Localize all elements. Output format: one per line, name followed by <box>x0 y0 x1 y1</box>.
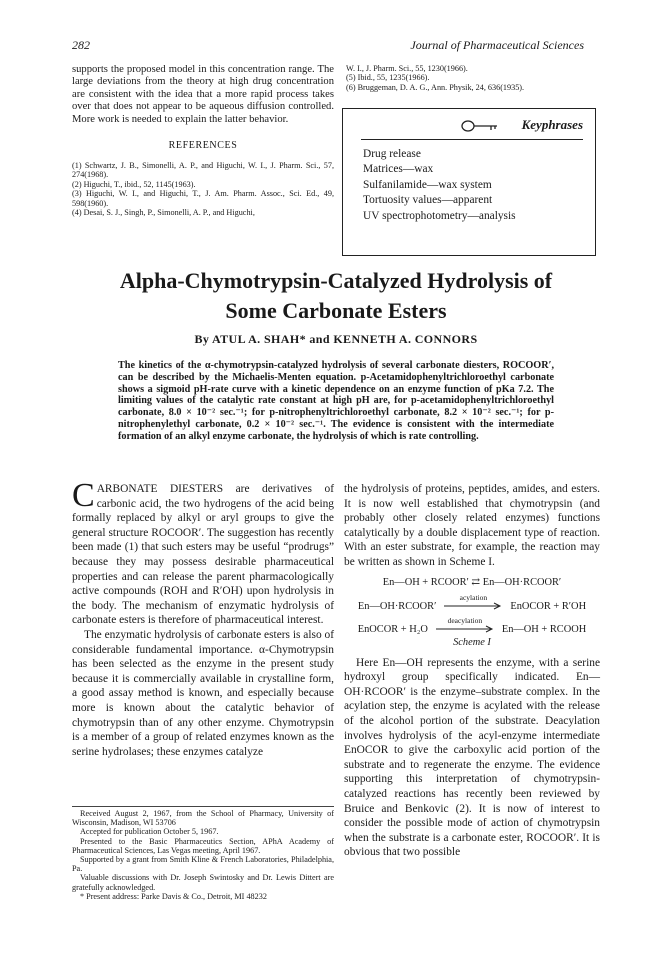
scheme-label: Scheme I <box>453 636 491 648</box>
keyphrases-heading: Keyphrases <box>521 117 583 132</box>
title-line-2: Some Carbonate Esters <box>225 298 447 323</box>
journal-title: Journal of Pharmaceutical Sciences <box>410 38 584 52</box>
deacylation-arrow <box>434 616 496 633</box>
drop-cap: C <box>72 477 95 514</box>
title-line-1: Alpha-Chymotrypsin-Catalyzed Hydrolysis of <box>119 268 553 293</box>
abstract: The kinetics of the α-chymotrypsin-catalyzed hydrolysis of several carbonate diesters, ROCOOR′, can be described by the Michaelis-Menten equation. p-Acetamidophenyltrichloroethyl carbonate shows a sigmoid pH-rate curve with a kinetic dependence on an enzyme function of pKa 7.2. The limiting values of the catalytic rate constant at high pH are, for p-acetamidophenyltrichloroethyl carbonate, 8.0 × 10⁻² sec.⁻¹; for p-nitrophenyltrichloroethyl carbonate, 8.2 × 10⁻² sec.⁻¹; for p-nitrophenylethyl carbonate, 0.2 × 10⁻² sec.⁻¹. The evidence is consistent with the intermediate formation of an alkyl enzyme carbonate, the hydrolysis of which is rate controlling. <box>118 360 554 442</box>
eq2-right: EnOCOR + R′OH <box>510 600 587 612</box>
main-right-column <box>344 482 600 860</box>
footnote: Accepted for publication October 5, 1967. <box>80 827 219 837</box>
keyphrase-item: Drug release <box>363 148 421 160</box>
footnote: Valuable discussions with Dr. Joseph Swintosky and Dr. Lewis Dittert are gratefully acknowledged. <box>72 873 334 892</box>
scheme-eq-1: En—OH + RCOOR′ ⇄ En—OH·RCOOR′ <box>382 576 562 588</box>
intro-text: are derivatives of carbonic acid, the two hydrogens of the acid being formally replaced by alkyl or aryl groups to give the general structure ROCOOR′. The suggestion has recently been made (1) that such esters may be useful “prodrugs” because they may possess desirable pharmaceutical properties and can release the parent pharmacologically active compounds (ROH and R′OH) upon hydrolysis in the body. The mechanism of enzymatic hydrolysis of carbonate esters is therefore of pharmaceutical interest. <box>72 483 334 627</box>
footnote: Presented to the Basic Pharmaceutics Section, APhA Academy of Pharmaceutical Sciences, Las Vegas meeting, April 1967. <box>72 836 334 855</box>
main-left-column <box>72 477 334 759</box>
paragraph: the hydrolysis of proteins, peptides, amides, and esters. It is now well established that chymotrypsin (and probably other closely related enzymes) functions catalytically by a double displacement type of reaction. With an ester substrate, for example, the reaction may be written as shown in Scheme I. <box>344 483 600 568</box>
keyphrases-box <box>342 108 596 256</box>
keyphrases-divider <box>361 139 583 140</box>
eq2-left: En—OH·RCOOR′ <box>357 600 437 612</box>
scheme-eq-3 <box>344 616 600 635</box>
top-right-column <box>346 64 600 92</box>
intro-smallcaps: ARBONATE DIESTERS <box>96 483 224 495</box>
article-title <box>0 266 672 326</box>
paragraph: Here En—OH represents the enzyme, with a serine hydroxyl group specifically indicated. En—OH·RCOOR′ is the enzyme–substrate complex. In the acylation step, the enzyme is acylated with the release of the alcohol portion of the substrate. Deacylation involves hydrolysis of the acyl-enzyme intermediate EnOCOR to give the carboxylic acid portion of the substrate and to regenerate the enzyme. The evidence supporting this interpretation of chymotrypsin-catalyzed reactions has recently been reviewed by Bruice and Benkovic (2). It is now of interest to consider the possible mode of action of chymotrypsin when the substrate is a carbonate ester, ROCOOR′. It is obvious that two possible <box>344 656 600 859</box>
acylation-label: acylation <box>459 593 488 603</box>
eq3-right: En—OH + RCOOH <box>501 623 587 635</box>
keyphrase-item: Matrices—wax <box>363 163 434 176</box>
reference-4: (4) Desai, S. J., Singh, P., Simonelli, A. P., and Higuchi, <box>72 208 255 218</box>
reference-6: (6) Bruggeman, D. A. G., Ann. Physik, 24, 636(1935). <box>346 82 525 92</box>
page-number: 282 <box>72 38 90 52</box>
eq3-left: EnOCOR + H₂O <box>357 623 428 635</box>
keyphrases-list <box>363 147 516 224</box>
reference-4-cont: W. I., J. Pharm. Sci., 55, 1230(1966). <box>346 64 468 73</box>
keyphrase-item: UV spectrophotometry—analysis <box>363 209 516 222</box>
keyphrase-item: Tortuosity values—apparent <box>363 194 493 207</box>
keyphrase-item: Sulfanilamide—wax system <box>363 178 492 191</box>
deacylation-label: deacylation <box>447 616 483 626</box>
key-icon <box>461 119 501 133</box>
footnote: * Present address: Parke Davis & Co., Detroit, MI 48232 <box>80 891 267 901</box>
reference-1: (1) Schwartz, J. B., Simonelli, A. P., and Higuchi, W. I., J. Pharm. Sci., 57, 274(1968). <box>72 161 334 180</box>
footnote: Supported by a grant from Smith Kline & French Laboratories, Philadelphia, Pa. <box>72 855 334 874</box>
acylation-arrow <box>442 593 504 610</box>
reference-2: (2) Higuchi, T., ibid., 52, 1145(1963). <box>72 179 196 189</box>
reference-5: (5) Ibid., 55, 1235(1966). <box>346 73 430 83</box>
footnotes <box>72 806 334 901</box>
references-heading: REFERENCES <box>168 140 238 152</box>
footnote: Received August 2, 1967, from the School of Pharmacy, University of Wisconsin, Madison, WI 53706 <box>72 809 334 828</box>
reference-3: (3) Higuchi, W. I., and Higuchi, T., J. Am. Pharm. Assoc., Sci. Ed., 49, 598(1960). <box>72 189 334 208</box>
intro-paragraph <box>72 477 334 628</box>
top-left-column <box>72 64 334 217</box>
continuation-paragraph: supports the proposed model in this concentration range. The large deviations from the theory at high drug concentration are consistent with the idea that a more rapid process takes over that does not appear to be aqueous diffusion controlled. More work is needed to explain the latter behavior. <box>72 64 334 125</box>
byline: By ATUL A. SHAH* and KENNETH A. CONNORS <box>194 332 478 346</box>
paragraph: The enzymatic hydrolysis of carbonate esters is also of considerable fundamental importance. α-Chymotrypsin has been selected as the enzyme in the present study because it is commercially available in crystalline form, a good assay method is known, and especially because more is known about the catalytic behavior of chymotrypsin than of any other enzyme. Chymotrypsin is a member of a group of related enzymes known as the serine hydrolases; these enzymes catalyze <box>72 628 334 758</box>
scheme-eq-2 <box>344 593 600 612</box>
